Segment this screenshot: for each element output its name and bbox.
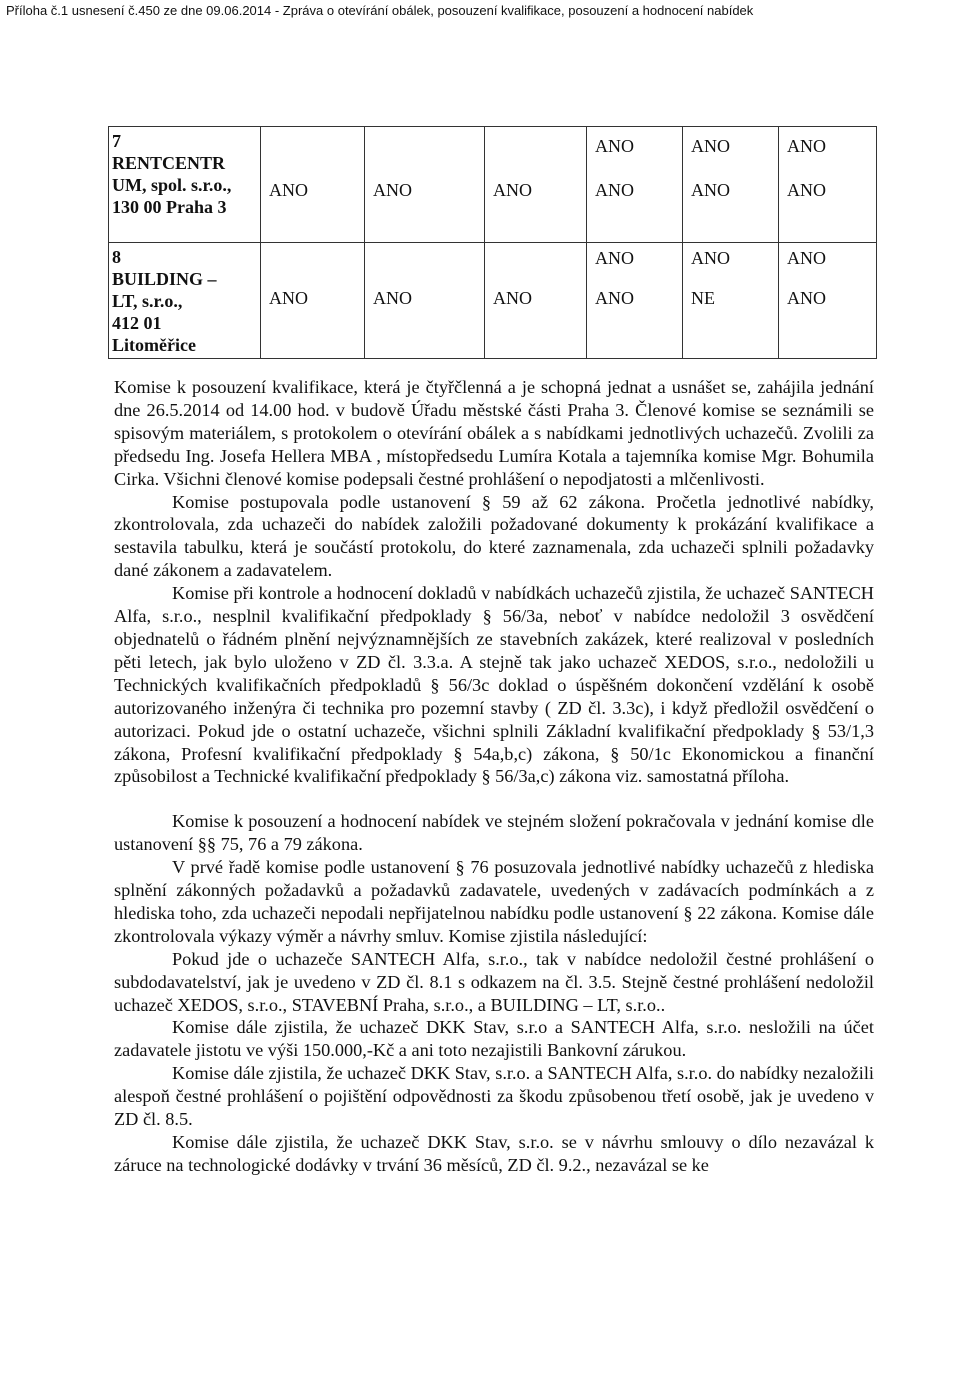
- paragraph: Komise dále zjistila, že uchazeč DKK Stav, s.r.o. se v návrhu smlouvy o dílo nezavázal k záruce na technologické dodávky v trvání 36 měsíců, ZD čl. 9.2., nezavázal se ke: [114, 1132, 874, 1175]
- bidder-line: 7: [112, 131, 121, 151]
- criterion-cell: [261, 243, 365, 359]
- cell-value: ANO: [269, 180, 308, 200]
- document-header: Příloha č.1 usnesení č.450 ze dne 09.06.2014 - Zpráva o otevírání obálek, posouzení kvalifikace, posouzení a hodnocení nabídek: [6, 3, 754, 18]
- cell-value: ANO: [787, 248, 826, 268]
- paragraph: V prvé řadě komise podle ustanovení § 76 posuzovala jednotlivé nabídky uchazečů z hlediska splnění zákonných požadavků a požadavků zadavatele, uvedených v zadávacích podmínkách a z hlediska toho, zda uchazeči nepodali nepřijatelnou nabídku podle ustanovení § 22 zákona. Komise dále zkontrolovala výkazy výměr a návrhy smluv. Komise zjistila následující:: [114, 857, 874, 946]
- cell-value: ANO: [269, 288, 308, 308]
- criterion-cell: [683, 127, 779, 243]
- paragraph: Pokud jde o uchazeče SANTECH Alfa, s.r.o., tak v nabídce nedoložil čestné prohlášení o subdodavatelství, jak je uvedeno v ZD čl. 8.1 s odkazem na čl. 3.5. Stejně čestné prohlášení nedoložil uchazeč XEDOS, s.r.o., STAVEBNÍ Praha, s.r.o., a BUILDING – LT, s.r.o..: [114, 948, 874, 1015]
- document-body: [114, 376, 874, 1177]
- bidder-cell: [109, 243, 261, 359]
- criterion-cell: [485, 127, 587, 243]
- bidder-line: 412 01: [112, 313, 162, 333]
- bidder-line: BUILDING –: [112, 269, 217, 289]
- cell-value: ANO: [787, 180, 826, 200]
- table-row: [109, 243, 877, 359]
- cell-value: ANO: [691, 248, 730, 268]
- criterion-cell: [365, 127, 485, 243]
- bidder-line: RENTCENTR: [112, 153, 226, 173]
- paragraph: Komise postupovala podle ustanovení § 59 až 62 zákona. Pročetla jednotlivé nabídky, zkontrolovala, zda uchazeči do nabídek založili požadované dokumenty k prokázání kvalifikace a sestavila tabulku, která je součástí protokolu, do které zaznamenala, zda uchazeči splnili požadavky dané zákonem a zadavatelem.: [114, 491, 874, 581]
- bidder-line: 8: [112, 247, 121, 267]
- criterion-cell: [365, 243, 485, 359]
- paragraph: Komise k posouzení a hodnocení nabídek ve stejném složení pokračovala v jednání komise dle ustanovení §§ 75, 76 a 79 zákona.: [114, 811, 874, 855]
- criterion-cell: [683, 243, 779, 359]
- cell-value: ANO: [691, 180, 730, 200]
- cell-value: ANO: [787, 288, 826, 308]
- paragraph: Komise při kontrole a hodnocení dokladů v nabídkách uchazečů zjistila, že uchazeč SANTECH Alfa, s.r.o., nesplnil kvalifikační předpoklady § 56/3a, neboť v nabídce nedoložil 3 osvědčení objednatelů o řádném plnění nejvýznamnějších ze stavebních zakázek, které realizoval v posledních pěti letech, jak bylo uloženo v ZD čl. 3.3.a. A stejně tak jako uchazeč XEDOS, s.r.o., nedoložili u Technických kvalifikačních předpokladů § 56/3c doklad o úspěšném dokončení vzdělání k osobě autorizovaného inženýra či technika pro pozemní stavby ( ZD čl. 3.3c), i když předložil osvědčení o autorizaci. Pokud jde o ostatní uchazeče, všichni splnili Základní kvalifikační předpoklady § 53/1,3 zákona, Profesní kvalifikační předpoklady § 54a,b,c) zákona, § 50/1c Ekonomickou a finanční způsobilost a Technické kvalifikační předpoklady § 56/3a,c) zákona viz. samostatná příloha.: [114, 583, 874, 787]
- bidder-line: UM, spol. s.r.o.,: [112, 175, 232, 195]
- table-row: [109, 127, 877, 243]
- criterion-cell: [587, 127, 683, 243]
- cell-value: ANO: [493, 180, 532, 200]
- paragraph: Komise k posouzení kvalifikace, která je čtyřčlenná a je schopná jednat a usnášet se, zahájila jednání dne 26.5.2014 od 14.00 hod. v budově Úřadu městské části Praha 3. Členové komise se seznámili se spisovým materiálem, s protokolem o otevírání obálek a s nabídkami jednotlivých uchazečů. Zvolili za předsedu Ing. Josefa Hellera MBA , místopředsedu Lumíra Kotala a tajemníka komise Mgr. Bohumila Cirka. Všichni členové komise podepsali čestné prohlášení o nepodjatosti a mlčenlivosti.: [114, 377, 874, 489]
- criterion-cell: [587, 243, 683, 359]
- cell-value: ANO: [373, 180, 412, 200]
- cell-value: ANO: [595, 136, 634, 156]
- cell-value: ANO: [373, 288, 412, 308]
- criterion-cell: [779, 127, 877, 243]
- bidder-line: LT, s.r.o.,: [112, 291, 183, 311]
- cell-value: ANO: [787, 136, 826, 156]
- cell-value: ANO: [595, 180, 634, 200]
- criterion-cell: [485, 243, 587, 359]
- bidder-line: Litoměřice: [112, 335, 196, 355]
- cell-value: ANO: [493, 288, 532, 308]
- bidder-cell: [109, 127, 261, 243]
- bidder-line: 130 00 Praha 3: [112, 197, 227, 217]
- cell-value: ANO: [691, 136, 730, 156]
- cell-value: NE: [691, 288, 715, 308]
- cell-value: ANO: [595, 288, 634, 308]
- criterion-cell: [779, 243, 877, 359]
- criterion-cell: [261, 127, 365, 243]
- paragraph: Komise dále zjistila, že uchazeč DKK Stav, s.r.o a SANTECH Alfa, s.r.o. nesložili na účet zadavatele jistotu ve výši 150.000,-Kč a ani toto nezajistili Bankovní zárukou.: [114, 1017, 874, 1061]
- cell-value: ANO: [595, 248, 634, 268]
- qualification-table: [108, 126, 877, 359]
- paragraph: Komise dále zjistila, že uchazeč DKK Stav, s.r.o. a SANTECH Alfa, s.r.o. do nabídky nezaložili alespoň čestné prohlášení o pojištění odpovědnosti za škodu způsobenou třetí osobě, jak je uvedeno v ZD čl. 8.5.: [114, 1063, 874, 1130]
